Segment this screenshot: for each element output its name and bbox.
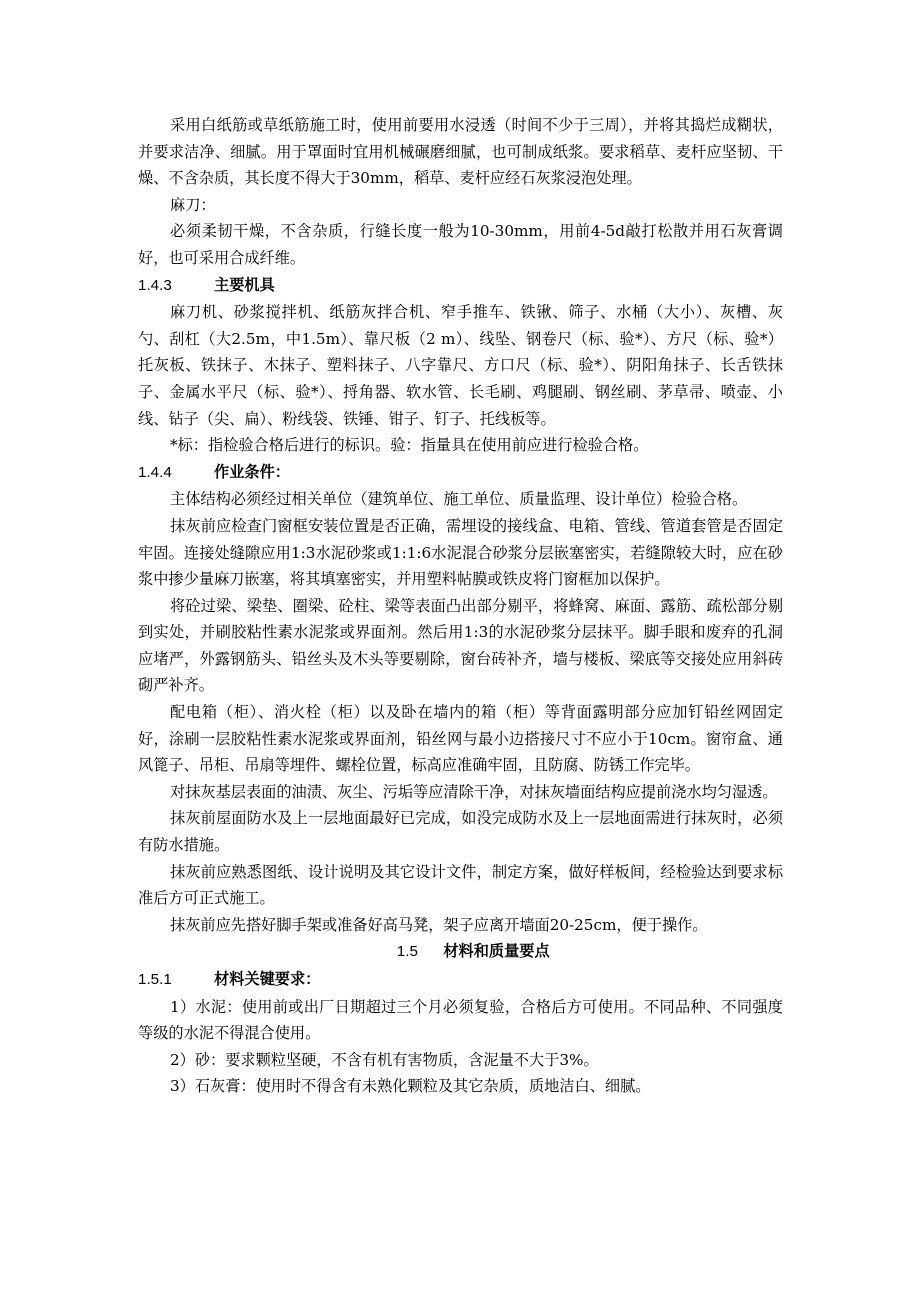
paragraph-tools-list: 麻刀机、砂浆搅拌机、纸筋灰拌合机、窄手推车、铁锹、筛子、水桶（大小）、灰槽、灰勺、刮杠（大2.5m，中1.5m）、靠尺板（2 m）、线坠、钢卷尺（标、验*）、方尺（标、验*）托灰板、铁抹子、木抹子、塑料抹子、八字靠尺、方口尺（标、验*）、阴阳角抹子、长舌铁抹子、金属水平尺（标、验*）、捋角器、软水管、长毛刷、鸡腿刷、钢丝刷、茅草帚、喷壶、小线、钻子（尖、扁）、粉线袋、铁锤、钳子、钉子、托线板等。 <box>138 303 783 428</box>
section-heading-1-5-1 <box>138 966 783 994</box>
paragraph-condition-frames: 抹灰前应检查门窗框安装位置是否正确，需埋设的接线盒、电箱、管线、管道套管是否固定牢固。连接处缝隙应用1:3水泥砂浆或1:1:6水泥混合砂浆分层嵌塞密实，若缝隙较大时，应在砂浆中掺少量麻刀嵌塞，将其填塞密实，并用塑料帖膜或铁皮将门窗框加以保护。 <box>138 516 783 589</box>
paragraph-condition-structure: 主体结构必须经过相关单位（建筑单位、施工单位、质量监理、设计单位）检验合格。 <box>170 490 748 509</box>
paragraph-material-lime: 3）石灰膏：使用时不得含有未熟化颗粒及其它杂质，质地洁白、细腻。 <box>170 1077 651 1096</box>
section-number: 1.5 <box>396 943 418 961</box>
section-number: 1.4.4 <box>138 463 172 481</box>
paragraph-tools-note: *标：指检验合格后进行的标识。验：指量具在使用前应进行检验合格。 <box>170 436 649 455</box>
paragraph-condition-waterproof: 抹灰前屋面防水及上一层地面最好已完成，如没完成防水及上一层地面需进行抹灰时，必须有防水措施。 <box>138 809 783 855</box>
section-number: 1.4.3 <box>138 276 172 294</box>
section-title: 材料和质量要点 <box>443 942 550 961</box>
section-number: 1.5.1 <box>138 971 172 988</box>
document-page <box>138 112 783 1100</box>
paragraph-condition-boxes: 配电箱（柜）、消火栓（柜）以及卧在墙内的箱（柜）等背面露明部分应加钉铅丝网固定好，涂刷一层胶粘性素水泥浆或界面剂，铅丝网与最小边搭接尺寸不应小于10cm。窗帘盒、通风篦子、吊柜、吊扇等埋件、螺栓位置，标高应准确牢固，且防腐、防锈工作完毕。 <box>138 703 783 775</box>
paragraph-condition-scaffold: 抹灰前应先搭好脚手架或准备好高马凳，架子应离开墙面20-25cm，便于操作。 <box>170 915 708 934</box>
paragraph-hemp-requirements: 必须柔韧干燥，不含杂质，行缝长度一般为10-30mm，用前4-5d敲打松散并用石灰膏调好，也可采用合成纤维。 <box>138 222 783 267</box>
section-title: 材料关键要求： <box>214 970 321 988</box>
paragraph-hemp-heading: 麻刀： <box>170 195 216 214</box>
paragraph-material-sand: 2）砂：要求颗粒坚硬，不含有机有害物质，含泥量不大于3%。 <box>170 1050 599 1069</box>
section-heading-1-4-3 <box>138 272 783 300</box>
paragraph-condition-surface: 将砼过梁、梁垫、圈梁、砼柱、梁等表面凸出部分剔平，将蜂窝、麻面、露筋、疏松部分剔到实处，并刷胶粘性素水泥浆或界面剂。然后用1:3的水泥砂浆分层抹平。脚手眼和废弃的孔洞应堵严，外露钢筋头、铅丝头及木头等要剔除，窗台砖补齐，墙与楼板、梁底等交接处应用斜砖砌严补齐。 <box>138 596 783 695</box>
paragraph-condition-drawings: 抹灰前应熟悉图纸、设计说明及其它设计文件，制定方案，做好样板间，经检验达到要求标准后方可正式施工。 <box>138 862 783 908</box>
paragraph-material-cement: 1）水泥：使用前或出厂日期超过三个月必须复验，合格后方可使用。不同品种、不同强度等级的水泥不得混合使用。 <box>138 997 783 1043</box>
section-heading-1-5 <box>138 938 783 966</box>
section-title: 作业条件： <box>214 462 290 481</box>
paragraph-condition-cleaning: 对抹灰基层表面的油渍、灰尘、污垢等应清除干净，对抹灰墙面结构应提前浇水均匀湿透。 <box>170 782 778 801</box>
section-title: 主要机具 <box>214 275 275 294</box>
paragraph-paper-fiber: 采用白纸筋或草纸筋施工时，使用前要用水浸透（时间不少于三周），并将其捣烂成糊状，并要求洁净、细腻。用于罩面时宜用机械碾磨细腻，也可制成纸浆。要求稻草、麦杆应坚韧、干燥、不含杂质，其长度不得大于30mm，稻草、麦杆应经石灰浆浸泡处理。 <box>138 116 783 188</box>
section-heading-1-4-4 <box>138 459 783 487</box>
